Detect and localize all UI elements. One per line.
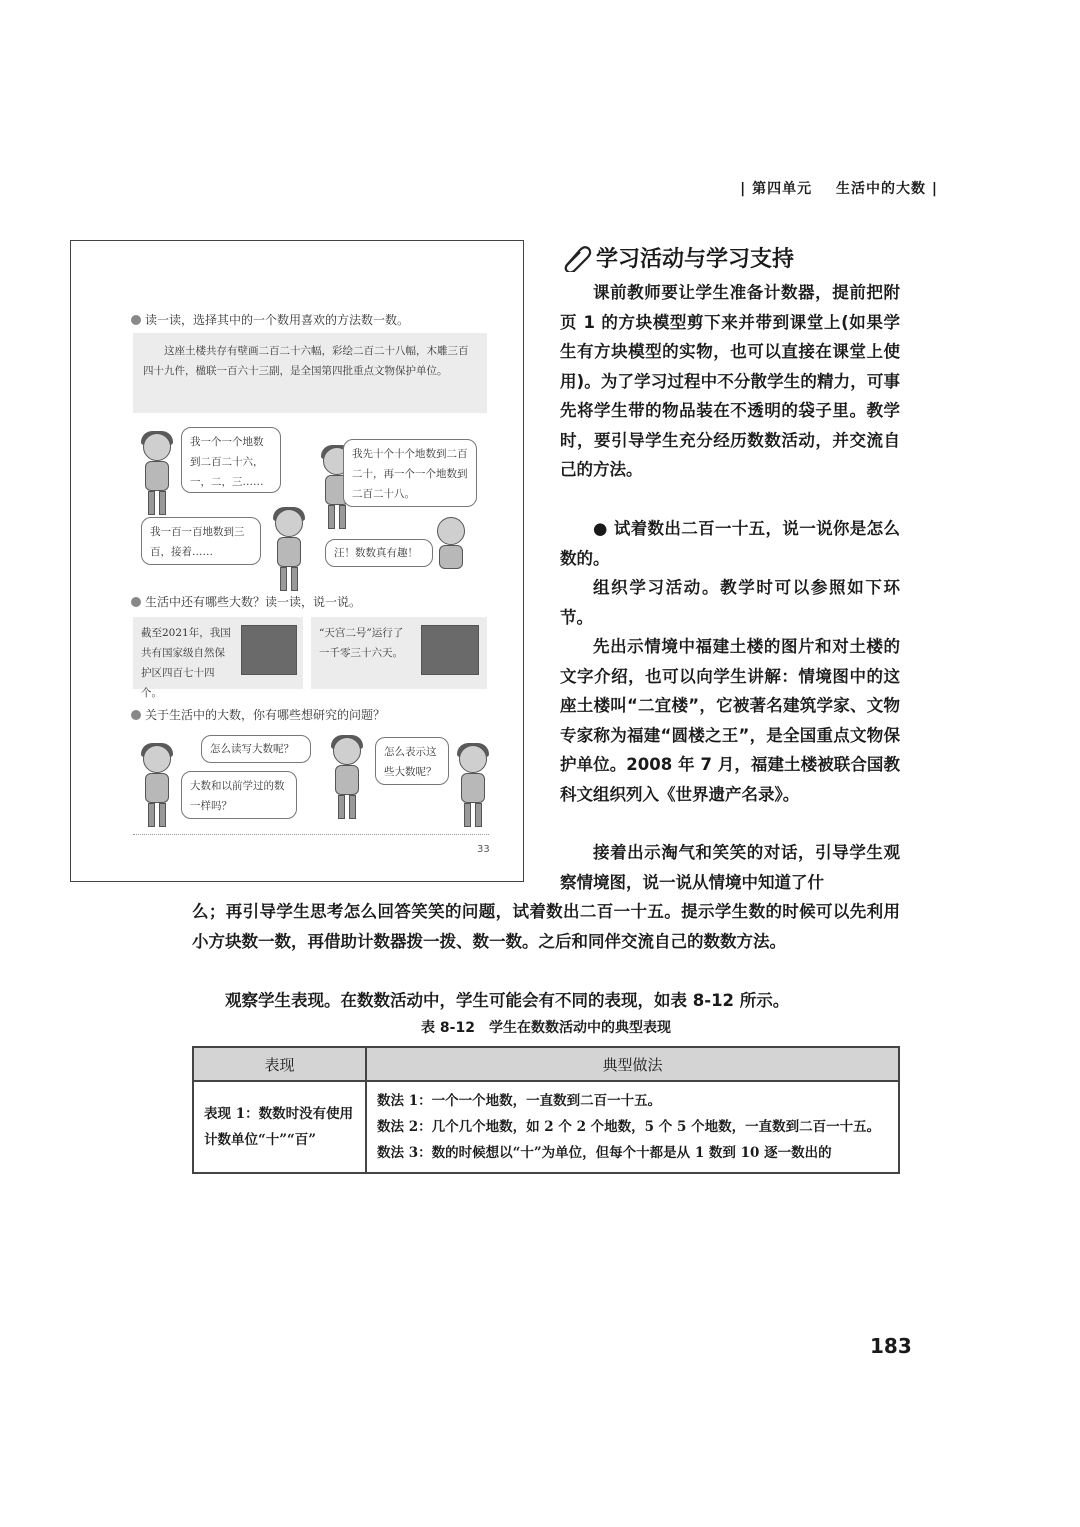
girl-illustration — [135, 433, 179, 517]
question-2: 生活中还有哪些大数？读一读，说一说。 — [131, 593, 361, 610]
table-row — [193, 1081, 899, 1173]
page-divider — [133, 834, 489, 835]
paragraph-task: ● 试着数出二百一十五，说一说你是怎么数的。 — [560, 519, 900, 568]
fact-nature-reserves: 截至2021年，我国共有国家级自然保护区四百七十四个。 — [133, 617, 303, 689]
row-label: 表现 1：数数时没有使用计数单位“十”“百” — [193, 1081, 366, 1173]
crane-photo — [241, 625, 297, 675]
space-station-photo — [421, 625, 479, 675]
fact-tiangong: “天宫二号”运行了一千零三十六天。 — [311, 617, 487, 689]
question-3: 关于生活中的大数，你有哪些想研究的问题？ — [131, 706, 385, 723]
tulou-passage: 这座土楼共存有壁画二百二十六幅，彩绘二百二十八幅，木雕三百四十九件，楹联一百六十三副，是全国第四批重点文物保护单位。 — [133, 333, 487, 413]
paperclip-icon — [560, 244, 592, 272]
speech-bubble-boy2: 我一百一百地数到三百，接着…… — [141, 517, 261, 565]
girl2-illustration — [135, 745, 179, 829]
paragraph-dialogue-start: 接着出示淘气和笑笑的对话，引导学生观察情境图，说一说从情境中知道了什 — [560, 843, 900, 892]
unit-title: 生活中的大数 — [836, 181, 926, 197]
textbook-page-excerpt — [70, 240, 524, 882]
table-header-performance: 表现 — [193, 1047, 366, 1081]
table-header-methods: 典型做法 — [366, 1047, 899, 1081]
method-1: 数法 1：一个一个地数，一直数到二百一十五。 — [377, 1093, 662, 1109]
speech-bubble-boy: 我先十个十个地数到二百二十，再一个一个地数到二百二十八。 — [343, 439, 477, 507]
method-2: 数法 2：几个几个地数，如 2 个 2 个地数，5 个 5 个地数，一直数到二百一十五。 — [377, 1119, 881, 1135]
dog-illustration — [431, 517, 471, 577]
speech-bubble-dog: 汪！数数真有趣！ — [325, 539, 433, 567]
page-number: 183 — [870, 1334, 912, 1358]
performance-table — [192, 1046, 900, 1174]
paragraph-dialogue-cont: 么；再引导学生思考怎么回答笑笑的问题，试着数出二百一十五。提示学生数的时候可以先利用小方块数一数，再借助计数器拨一拨、数一数。之后和同伴交流自己的数数方法。 — [192, 902, 900, 951]
speech-bubble-q3: 大数和以前学过的数一样吗？ — [181, 771, 297, 819]
boy2-illustration — [267, 509, 311, 593]
table-caption: 表 8-12 学生在数数活动中的典型表现 — [421, 1020, 671, 1036]
inset-page-number: 33 — [477, 844, 490, 855]
paragraph-observe: 观察学生表现。在数数活动中，学生可能会有不同的表现，如表 8-12 所示。 — [225, 991, 790, 1010]
paragraph-preparation: 课前教师要让学生准备计数器，提前把附页 1 的方块模型剪下来并带到课堂上(如果学生有方块模型的实物，也可以直接在课堂上使用)。为了学习过程中不分散学生的精力，可事先将学生带的物品装在不透明的袋子里。教学时，要引导学生充分经历数数活动，并交流自己的方法。 — [560, 283, 900, 479]
paragraph-organize: 组织学习活动。教学时可以参照如下环节。 — [560, 578, 900, 627]
running-header: | 第四单元 生活中的大数 | — [740, 181, 938, 197]
boy3-illustration — [325, 737, 369, 821]
paragraph-tulou: 先出示情境中福建土楼的图片和对土楼的文字介绍，也可以向学生讲解：情境图中的这座土楼叫“二宜楼”，它被著名建筑学家、文物专家称为福建“圆楼之王”，是全国重点文物保护单位。2008 年 7 月，福建土楼被联合国教科文组织列入《世界遗产名录》。 — [560, 637, 900, 804]
section-title: 学习活动与学习支持 — [560, 242, 794, 273]
methods-cell — [366, 1081, 899, 1173]
boy4-illustration — [451, 745, 495, 829]
method-3: 数法 3：数的时候想以“十”为单位，但每个十都是从 1 数到 10 逐一数出的 — [377, 1145, 832, 1161]
speech-bubble-q2: 怎么表示这些大数呢？ — [375, 737, 449, 785]
question-1: 读一读，选择其中的一个数用喜欢的方法数一数。 — [131, 311, 409, 328]
speech-bubble-q1: 怎么读写大数呢？ — [201, 735, 311, 763]
speech-bubble-girl: 我一个一个地数到二百二十六，一，二，三…… — [181, 427, 281, 493]
unit-label: 第四单元 — [752, 181, 813, 197]
